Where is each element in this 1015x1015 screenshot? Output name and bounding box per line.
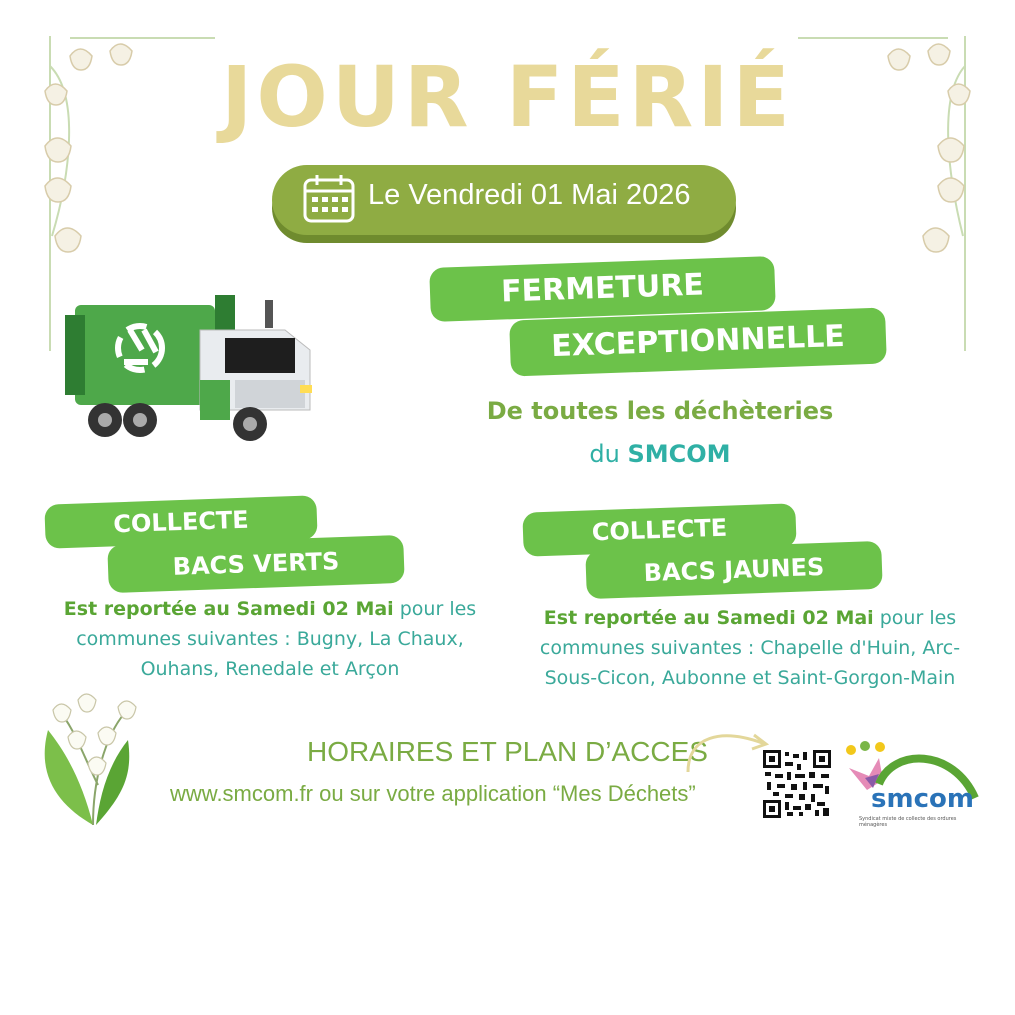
closure-org: SMCOM — [627, 440, 731, 468]
yellow-bins-text — [520, 603, 980, 693]
green-bins-text — [35, 594, 505, 684]
garbage-truck-icon — [60, 290, 325, 450]
smcom-logo — [843, 738, 983, 828]
date-label: Le Vendredi 01 Mai 2026 — [368, 179, 691, 211]
yellow-bins-pill-line1: COLLECTE — [522, 503, 796, 557]
green-bins-pill-line2: BACS VERTS — [107, 535, 404, 593]
yellow-bins-rest: pour les communes suivantes : Chapelle d'Huin, Arc-Sous-Cicon, Aubonne et Saint-Gorgon-Main — [539, 607, 961, 689]
green-bins-pill-line1: COLLECTE — [44, 495, 317, 548]
closure-du: du — [589, 440, 620, 468]
yellow-bins-pill-line2: BACS JAUNES — [585, 541, 882, 599]
calendar-icon — [302, 174, 356, 224]
qr-code-icon[interactable] — [763, 750, 831, 818]
green-bins-rest: pour les communes suivantes : Bugny, La Chaux, Ouhans, Renedale et Arçon — [76, 598, 477, 680]
footer-heading: HORAIRES ET PLAN D’ACCES — [307, 736, 708, 767]
closure-pill-line2: EXCEPTIONNELLE — [509, 307, 887, 376]
date-banner — [272, 165, 736, 235]
page-title: JOUR FÉRIÉ — [221, 48, 794, 146]
closure-desc: De toutes les déchèteries — [486, 397, 834, 425]
arrow-icon — [680, 722, 775, 777]
green-bins-bold: Est reportée au Samedi 02 Mai — [63, 598, 394, 620]
smcom-logo-name: smcom — [871, 784, 974, 814]
footer-link-text[interactable]: www.smcom.fr ou sur votre application “Mes Déchets” — [170, 781, 696, 806]
closure-org-line — [440, 440, 880, 468]
closure-pill-line1: FERMETURE — [429, 256, 776, 322]
smcom-logo-tagline: Syndicat mixte de collecte des ordures ménagères — [859, 816, 957, 828]
yellow-bins-bold: Est reportée au Samedi 02 Mai — [543, 607, 874, 629]
